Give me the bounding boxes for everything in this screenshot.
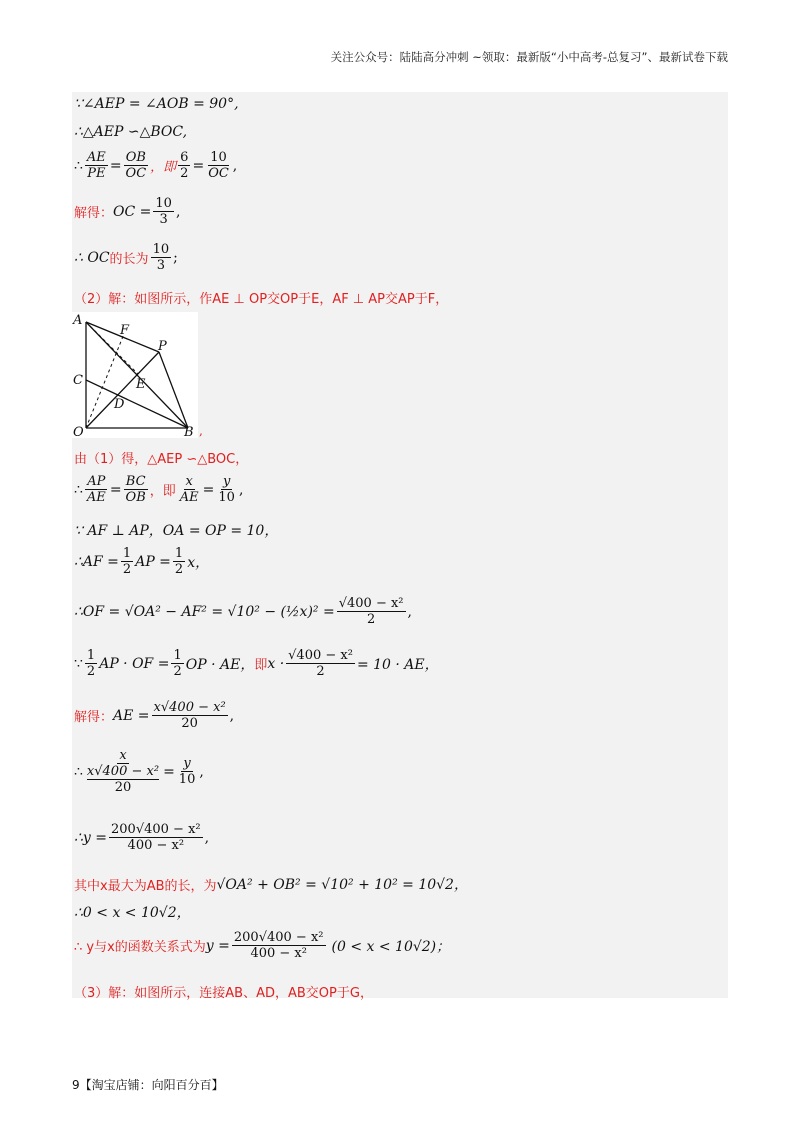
fraction: $\frac{1}{2}$ bbox=[122, 546, 132, 577]
line-9: ∵ AF ⊥ AP，OA = OP = 10， bbox=[74, 523, 279, 539]
line-2: ∴△AEP ∽△BOC, bbox=[74, 124, 188, 140]
line-12: ∵ $\frac{1}{2}$ AP · OF = $\frac{1}{2}$ OP · AE， 即 x · $\frac{\text{√400 − x²}}{2}$ = 10 · AE， bbox=[74, 648, 439, 679]
fraction: $\frac{10}{3}$ bbox=[155, 196, 172, 227]
fraction: $\frac{\text{√400 − x²}}{2}$ bbox=[338, 596, 404, 627]
solution-panel bbox=[72, 92, 728, 998]
line-17: ∴0 < x < 10√2， bbox=[74, 905, 191, 921]
line-5: ∴ OC 的长为 $\frac{10}{3}$ ; bbox=[74, 242, 178, 273]
page-footer: 9【淘宝店铺：向阳百分百】 bbox=[72, 1078, 224, 1092]
fraction: $\frac{\text{√400 − x²}}{2}$ bbox=[288, 648, 353, 679]
label-P: P bbox=[158, 339, 167, 354]
fraction: $\frac{y}{10}$ bbox=[218, 474, 235, 505]
fraction: $\frac{\text{200√400 − x²}}{\text{400 − x²}}$ bbox=[233, 930, 324, 961]
label-F: F bbox=[120, 323, 130, 338]
line-10: ∴AF = $\frac{1}{2}$ AP = $\frac{1}{2}$ x， bbox=[74, 546, 210, 577]
fraction: $\frac{AP}{AE}$ bbox=[86, 474, 106, 505]
fraction: $\frac{\text{200√400 − x²}}{\text{400 − x²}}$ bbox=[111, 822, 201, 853]
fraction: $\frac{OB}{OC}$ bbox=[125, 150, 147, 181]
geometry-figure bbox=[72, 312, 198, 438]
fraction: $\frac{1}{2}$ bbox=[173, 648, 182, 679]
label-B: B bbox=[184, 425, 194, 438]
fraction: $\frac{\text{x√400 − x²}}{20}$ bbox=[153, 700, 226, 731]
line-7: 由（1）得，△AEP ∽△BOC， bbox=[74, 452, 249, 467]
line-6: （2）解：如图所示，作AE ⊥ OP交OP于E，AF ⊥ AP交AP于F， bbox=[74, 292, 449, 307]
label-C: C bbox=[73, 373, 83, 388]
line-15: ∴y = $\frac{\text{200√400 − x²}}{\text{400 − x²}}$ , bbox=[74, 822, 210, 853]
fraction: $\frac{y}{10}$ bbox=[178, 756, 196, 787]
line-14: ∴ x x√400 − x² 20 = $\frac{y}{10}$ , bbox=[74, 748, 204, 795]
line-18: ∴ y与x的函数关系式为 y = $\frac{\text{200√400 − x²}}{\text{400 − x²}}$ (0 < x < 10√2)； bbox=[74, 930, 451, 961]
fraction: $\frac{10}{3}$ bbox=[152, 242, 170, 273]
line-4: 解得： OC = $\frac{10}{3}$ , bbox=[74, 196, 181, 227]
complex-fraction: x x√400 − x² 20 bbox=[86, 748, 160, 795]
fraction: $\frac{1}{2}$ bbox=[86, 648, 96, 679]
line-19: （3）解：如图所示，连接AB、AD，AB交OP于G， bbox=[74, 986, 373, 1001]
fraction: $\frac{BC}{OB}$ bbox=[125, 474, 146, 505]
label-A: A bbox=[73, 313, 83, 328]
fraction: $\frac{10}{OC}$ bbox=[208, 150, 229, 181]
line-16: 其中x最大为AB的长，为 √OA² + OB² = √10² + 10² = 10√2， bbox=[74, 877, 468, 894]
label-E: E bbox=[136, 377, 146, 392]
fraction: $\frac{AE}{PE}$ bbox=[86, 150, 106, 181]
line-3: ∴ $\frac{AE}{PE}$ = $\frac{OB}{OC}$ ，即 $\frac{6}{2}$ = $\frac{10}{OC}$ , bbox=[74, 150, 238, 181]
line-8: ∴ $\frac{AP}{AE}$ = $\frac{BC}{OB}$ ，即 $\frac{x}{AE}$ = $\frac{y}{10}$ , bbox=[74, 474, 244, 505]
fraction: $\frac{6}{2}$ bbox=[180, 150, 189, 181]
label-D: D bbox=[114, 397, 125, 412]
line-1: ∵∠AEP = ∠AOB = 90°, bbox=[74, 96, 239, 112]
page-header: 关注公众号：陆陆高分冲刺 ~领取：最新版“小中高考-总复习”、最新试卷下载 bbox=[330, 50, 728, 64]
fraction: $\frac{1}{2}$ bbox=[174, 546, 184, 577]
fraction: $\frac{x}{AE}$ bbox=[179, 474, 199, 505]
line-13: 解得： AE = $\frac{\text{x√400 − x²}}{20}$ , bbox=[74, 700, 235, 731]
line-11: ∴OF = √OA² − AF² = √10² − (½x)² = $\frac{\text{√400 − x²}}{2}$ , bbox=[74, 596, 412, 627]
label-O: O bbox=[73, 425, 84, 438]
